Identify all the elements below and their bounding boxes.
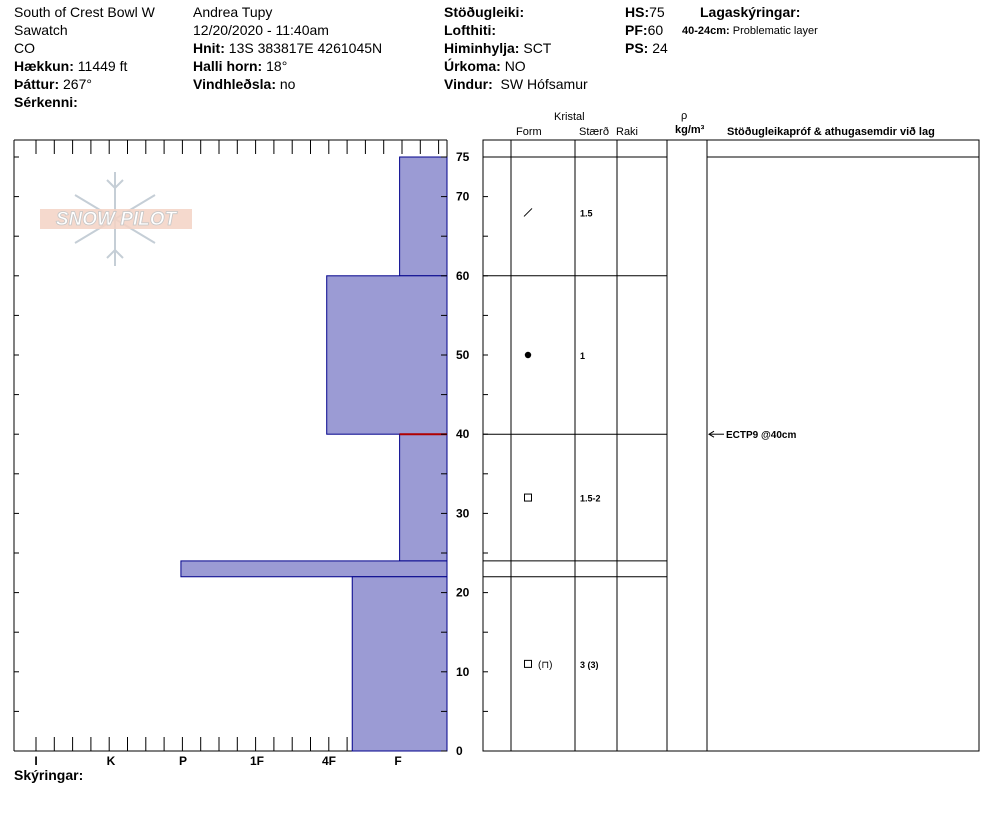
hs-label: HS: [625,4,650,20]
depth-label: 30 [456,506,470,521]
sky-label: Himinhylja: [444,40,520,56]
crystal-size: 1.5 [580,208,593,219]
coords-label: Hnit: [193,40,225,56]
crystal-size: 1 [580,351,586,361]
layer-bar [327,276,447,434]
slope-value: 18° [266,58,288,74]
aspect-value: 267° [63,76,92,92]
legend-range: 40-24cm: [682,25,730,37]
hardness-label: I [34,754,38,768]
wind-value: SW Hófsamur [500,76,588,92]
observer: Andrea Tupy [193,4,273,20]
aspect-label: Þáttur: [14,76,60,92]
depth-label: 60 [456,268,470,283]
ps-value: 24 [652,40,668,56]
depth-label: 75 [456,150,470,164]
hs-value: 75 [649,4,665,20]
hardness-label: F [394,754,402,768]
form-header: Form [516,126,542,138]
datetime: 12/20/2020 - 11:40am [193,22,329,38]
legend-text: Problematic layer [732,25,818,37]
layer-bar [352,577,447,751]
crystal-header: Kristal [554,111,585,123]
location-name: South of Crest Bowl W [14,4,155,20]
depth-label: 0 [456,744,463,758]
precip-label: Úrkoma: [444,58,501,74]
faceted-crystal-icon [525,660,532,667]
hardness-tick-labels [34,754,401,768]
depth-label: 10 [456,664,470,679]
features-label: Sérkenni: [14,94,78,110]
hardness-label: 1F [249,754,265,768]
crystal-size: 1.5-2 [580,493,601,504]
elevation-label: Hækkun: [14,58,74,74]
precip-value: NO [504,58,526,74]
size-header: Stærð [579,126,609,138]
air-temp-label: Lofthiti: [444,22,497,38]
density-unit-header: kg/m³ [675,124,705,136]
slope-label: Halli horn: [193,58,263,74]
hardness-label: 4F [321,754,337,768]
state: CO [14,40,35,56]
stability-label: Stöðugleiki: [444,4,525,20]
pf-label: PF: [625,22,648,38]
legend-title: Lagaskýringar: [700,4,801,20]
mountain-range: Sawatch [14,22,68,38]
layer-boundaries [483,157,979,577]
elevation-value: 11449 ft [77,58,128,74]
stability-tests [709,430,796,441]
pf-value: 60 [647,22,664,38]
layer-bar [400,157,447,276]
sky-value: SCT [523,40,552,56]
layer-bars [181,157,447,751]
moisture-header: Raki [616,126,639,138]
comments-label: Skýringar: [14,767,84,783]
rho-header: ρ [681,110,688,122]
crystal-entries [524,208,601,670]
crystal-size: 3 (3) [580,659,599,670]
depth-label: 50 [456,348,470,362]
depth-label: 70 [456,189,470,204]
wind-label: Vindur: [444,76,493,92]
depth-hoar-icon: (⊓) [538,659,553,671]
watermark-text: SNOW PILOT [55,209,177,230]
depth-label: 20 [456,585,470,600]
wind-loading-value: no [279,76,296,92]
tests-header: Stöðugleikapróf & athugasemdir við lag [727,126,935,138]
layer-bar [181,561,447,577]
test-result: ECTP9 @40cm [726,430,797,442]
hardness-label: K [106,754,116,768]
coords-value: 13S 383817E 4261045N [228,40,383,56]
hardness-label: P [178,754,188,768]
decomposing-crystal-icon [524,208,532,216]
layer-bar [400,434,447,561]
ps-label: PS: [625,40,649,56]
rounded-crystal-icon [525,352,531,358]
wind-loading-label: Vindhleðsla: [193,76,276,92]
faceted-crystal-icon [525,494,532,501]
layer-table-frame [483,140,979,751]
depth-label: 40 [456,427,470,442]
